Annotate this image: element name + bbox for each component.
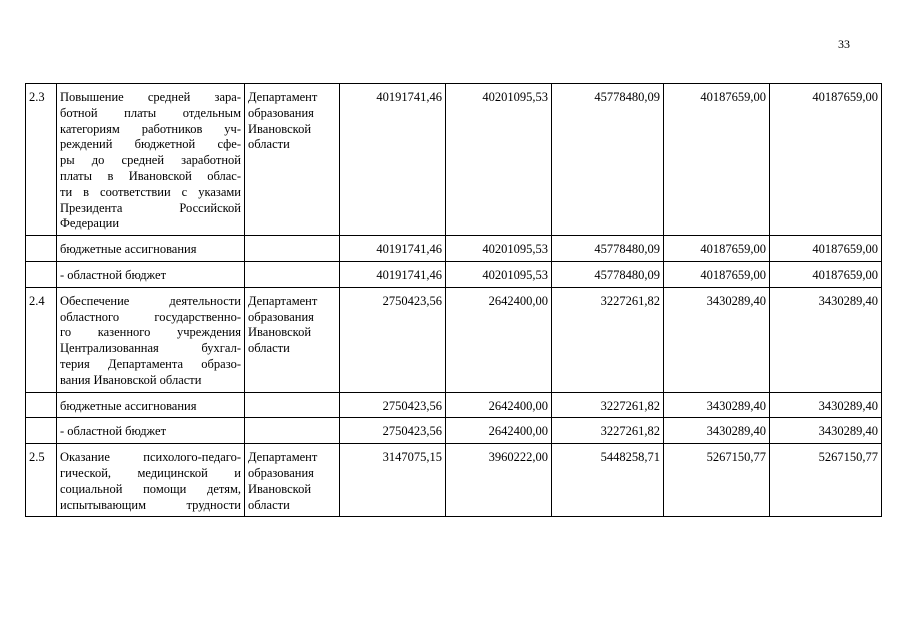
value-cell: 5267150,77: [664, 444, 770, 517]
value-cell: 45778480,09: [552, 236, 664, 262]
description-line: гической, медицинской и: [60, 465, 241, 480]
row-number: [26, 418, 57, 444]
value-cell: 40191741,46: [340, 236, 446, 262]
value-cell: 3227261,82: [552, 287, 664, 392]
value-cell: 3430289,40: [664, 392, 770, 418]
value-cell: 2642400,00: [446, 418, 552, 444]
value-cell: 40191741,46: [340, 84, 446, 236]
table-row: [26, 84, 882, 236]
table-row: [26, 444, 882, 517]
value-cell: 3430289,40: [664, 287, 770, 392]
value-cell: 40187659,00: [770, 236, 882, 262]
row-number: 2.4: [26, 287, 57, 392]
description-line: платы в Ивановской облас-: [60, 168, 241, 183]
description-line: Обеспечение деятельности: [60, 293, 241, 308]
department-cell: [245, 261, 340, 287]
department-cell: [245, 392, 340, 418]
table-row: [26, 261, 882, 287]
description-line: ры до средней заработной: [60, 153, 241, 168]
value-cell: 3430289,40: [770, 392, 882, 418]
sub-label: - областной бюджет: [57, 418, 245, 444]
row-number: [26, 392, 57, 418]
value-cell: 45778480,09: [552, 261, 664, 287]
value-cell: 40187659,00: [664, 261, 770, 287]
description-line: Федерации: [60, 216, 120, 231]
value-cell: 40201095,53: [446, 236, 552, 262]
row-number: [26, 236, 57, 262]
description-line: Повышение средней зара-: [60, 90, 241, 104]
value-cell: 3227261,82: [552, 418, 664, 444]
table-row: [26, 236, 882, 262]
table-row: [26, 287, 882, 392]
value-cell: 2750423,56: [340, 287, 446, 392]
sub-label: - областной бюджет: [57, 261, 245, 287]
value-cell: 3430289,40: [770, 287, 882, 392]
value-cell: 40191741,46: [340, 261, 446, 287]
sub-label: бюджетные ассигнования: [57, 236, 245, 262]
description-line: терия Департамента образо-: [60, 356, 241, 371]
budget-table: [25, 83, 882, 517]
department-cell: Департамент образования Ивановской области: [245, 287, 340, 392]
value-cell: 3227261,82: [552, 392, 664, 418]
value-cell: 5448258,71: [552, 444, 664, 517]
value-cell: 40187659,00: [770, 261, 882, 287]
description-line: ботной платы отдельным: [60, 105, 241, 120]
description-line: испытывающим трудности: [60, 497, 241, 512]
description-line: реждений бюджетной сфе-: [60, 137, 241, 152]
value-cell: 5267150,77: [770, 444, 882, 517]
row-number: [26, 261, 57, 287]
table-row: [26, 392, 882, 418]
row-number: 2.5: [26, 444, 57, 517]
value-cell: 2750423,56: [340, 418, 446, 444]
description-line: ти в соответствии с указами: [60, 184, 241, 199]
value-cell: 3430289,40: [770, 418, 882, 444]
value-cell: 2750423,56: [340, 392, 446, 418]
value-cell: 2642400,00: [446, 392, 552, 418]
description-line: социальной помощи детям,: [60, 481, 241, 496]
row-description: [57, 84, 245, 236]
department-cell: [245, 236, 340, 262]
description-line: Президента Российской: [60, 200, 241, 215]
page-number: 33: [838, 37, 850, 51]
value-cell: 3147075,15: [340, 444, 446, 517]
description-line: областного государственно-: [60, 309, 241, 324]
value-cell: 3960222,00: [446, 444, 552, 517]
description-line: вания Ивановской области: [60, 372, 202, 387]
description-line: Оказание психолого-педаго-: [60, 450, 241, 465]
department-cell: [245, 418, 340, 444]
value-cell: 40187659,00: [770, 84, 882, 236]
description-line: Централизованная бухгал-: [60, 341, 241, 356]
row-description: [57, 444, 245, 517]
description-line: го казенного учреждения: [60, 325, 241, 340]
value-cell: 40201095,53: [446, 261, 552, 287]
value-cell: 40187659,00: [664, 236, 770, 262]
department-cell: Департамент образования Ивановской области: [245, 84, 340, 236]
value-cell: 40201095,53: [446, 84, 552, 236]
description-line: категориям работников уч-: [60, 121, 241, 136]
row-description: [57, 287, 245, 392]
value-cell: 3430289,40: [664, 418, 770, 444]
value-cell: 45778480,09: [552, 84, 664, 236]
sub-label: бюджетные ассигнования: [57, 392, 245, 418]
department-cell: Департамент образования Ивановской области: [245, 444, 340, 517]
row-number: 2.3: [26, 84, 57, 236]
table-row: [26, 418, 882, 444]
value-cell: 2642400,00: [446, 287, 552, 392]
value-cell: 40187659,00: [664, 84, 770, 236]
